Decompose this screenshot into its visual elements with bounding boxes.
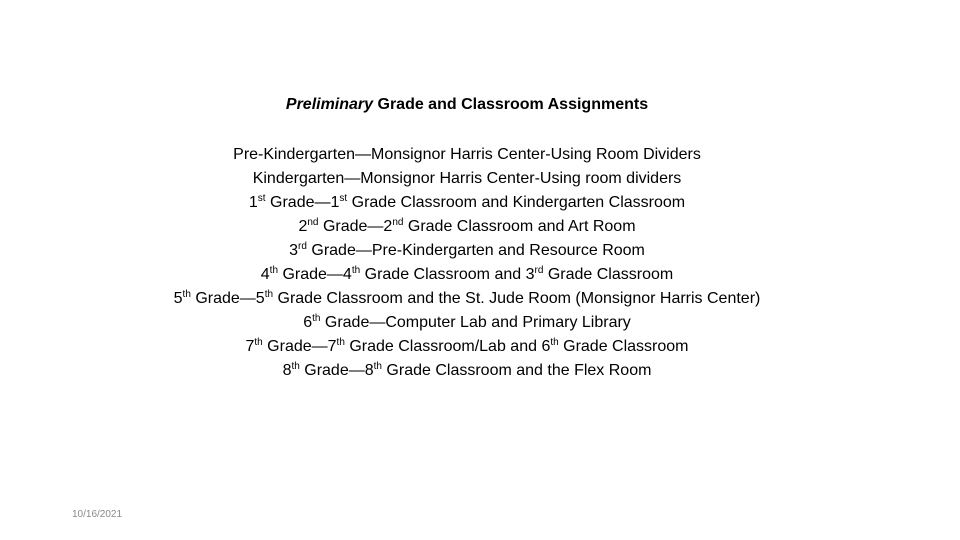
assignment-line bbox=[0, 311, 934, 335]
assignment-text: Grade—1 bbox=[265, 194, 340, 211]
assignment-line bbox=[0, 263, 934, 287]
assignment-text: Grade Classroom/Lab and 6 bbox=[344, 338, 551, 355]
assignment-list bbox=[0, 143, 934, 383]
assignment-text: Grade Classroom and Art Room bbox=[403, 218, 636, 235]
assignment-text: Grade Classroom and the Flex Room bbox=[381, 362, 652, 379]
assignment-text: 8 bbox=[282, 362, 292, 379]
assignment-line bbox=[0, 335, 934, 359]
slide-title bbox=[0, 94, 934, 116]
assignment-text: 5 bbox=[173, 290, 183, 307]
ordinal-suffix: th bbox=[312, 313, 321, 324]
assignment-text: Grade—Pre-Kindergarten and Resource Room bbox=[306, 242, 645, 259]
ordinal-suffix: th bbox=[291, 361, 300, 372]
ordinal-suffix: th bbox=[254, 337, 263, 348]
assignment-text: Kindergarten—Monsignor Harris Center-Using room dividers bbox=[252, 170, 682, 187]
assignment-text: 6 bbox=[303, 314, 313, 331]
assignment-line bbox=[0, 287, 934, 311]
assignment-text: 7 bbox=[245, 338, 255, 355]
ordinal-suffix: rd bbox=[534, 265, 544, 276]
assignment-text: 4 bbox=[260, 266, 270, 283]
ordinal-suffix: th bbox=[336, 337, 345, 348]
assignment-text: Grade—8 bbox=[299, 362, 374, 379]
ordinal-suffix: st bbox=[257, 193, 266, 204]
assignment-text: Grade—5 bbox=[190, 290, 265, 307]
assignment-text: Grade—4 bbox=[278, 266, 352, 283]
assignment-text: Grade Classroom bbox=[558, 338, 689, 355]
assignment-text: Grade—Computer Lab and Primary Library bbox=[320, 314, 631, 331]
ordinal-suffix: th bbox=[182, 289, 191, 300]
assignment-line bbox=[0, 215, 934, 239]
ordinal-suffix: th bbox=[264, 289, 274, 300]
assignment-text: 2 bbox=[298, 218, 308, 235]
ordinal-suffix: th bbox=[351, 265, 361, 276]
footer-date: 10/16/2021 bbox=[72, 509, 123, 520]
assignment-text: Grade—7 bbox=[262, 338, 337, 355]
assignment-line bbox=[0, 191, 934, 215]
ordinal-suffix: th bbox=[550, 337, 559, 348]
assignment-text: Grade Classroom and the St. Jude Room (Monsignor Harris Center) bbox=[273, 290, 761, 307]
assignment-text: 3 bbox=[289, 242, 299, 259]
ordinal-suffix: nd bbox=[307, 217, 319, 228]
assignment-text: Grade Classroom and 3 bbox=[360, 266, 535, 283]
title-italic-part: Preliminary bbox=[285, 96, 374, 113]
assignment-text: Grade Classroom bbox=[543, 266, 674, 283]
assignment-text: 1 bbox=[248, 194, 258, 211]
assignment-line bbox=[0, 167, 934, 191]
ordinal-suffix: th bbox=[269, 265, 279, 276]
assignment-line bbox=[0, 359, 934, 383]
assignment-line bbox=[0, 239, 934, 263]
assignment-text: Grade—2 bbox=[318, 218, 393, 235]
ordinal-suffix: th bbox=[373, 361, 382, 372]
title-rest: Grade and Classroom Assignments bbox=[373, 96, 649, 113]
assignment-text: Pre-Kindergarten—Monsignor Harris Center-Using Room Dividers bbox=[233, 146, 701, 163]
assignment-text: Grade Classroom and Kindergarten Classroom bbox=[347, 194, 686, 211]
ordinal-suffix: rd bbox=[298, 241, 307, 252]
ordinal-suffix: nd bbox=[392, 217, 404, 228]
assignment-line bbox=[0, 143, 934, 167]
ordinal-suffix: st bbox=[339, 193, 348, 204]
